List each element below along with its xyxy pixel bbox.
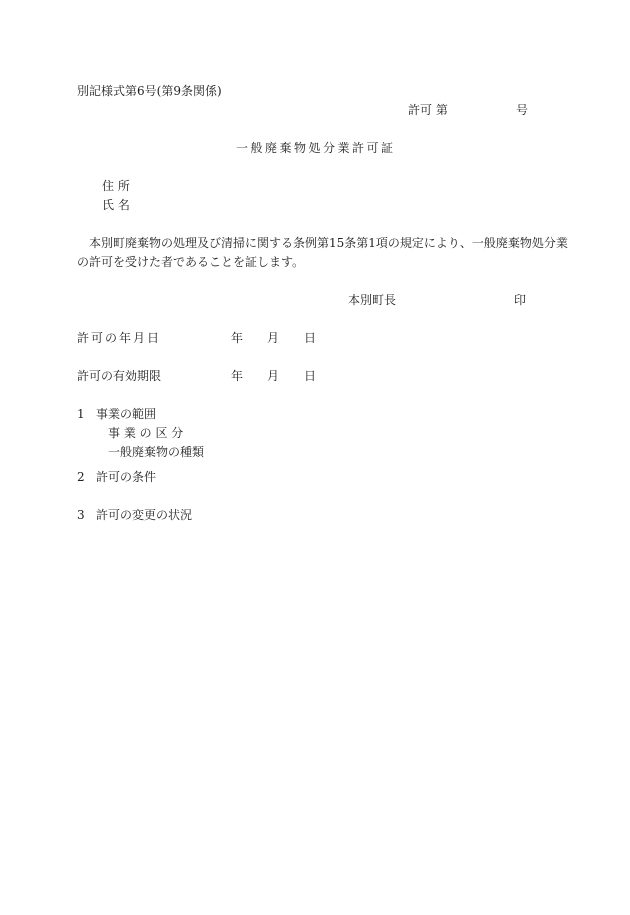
document-title: 一般廃棄物処分業許可証: [236, 141, 396, 155]
permit-date-month: 月: [267, 331, 280, 345]
section-1-waste-type: 一般廃棄物の種類: [108, 445, 205, 459]
permit-date-year: 年: [231, 331, 244, 345]
section-2-label: 許可の条件: [96, 470, 157, 484]
section-1-number: 1: [77, 407, 85, 421]
body-text-line-2: の許可を受けた者であることを証します。: [77, 255, 305, 269]
permit-number-suffix: 号: [516, 103, 529, 117]
seal-mark: 印: [514, 293, 527, 307]
issuer-name: 本別町長: [348, 293, 397, 307]
section-3-number: 3: [77, 508, 85, 522]
section-3-label: 許可の変更の状況: [96, 508, 193, 522]
section-2-number: 2: [77, 470, 85, 484]
body-text-line-1: 本別町廃棄物の処理及び清掃に関する条例第15条第1項の規定により、一般廃棄物処分業: [89, 236, 568, 250]
form-label: 別記様式第6号(第9条関係): [77, 84, 222, 98]
permit-number-prefix: 許可 第: [408, 103, 448, 117]
validity-day: 日: [304, 369, 317, 383]
name-label: 氏 名: [102, 198, 130, 212]
permit-date-label: 許可の年月日: [77, 331, 162, 345]
section-1-label: 事業の範囲: [96, 407, 157, 421]
validity-year: 年: [231, 369, 244, 383]
validity-month: 月: [267, 369, 280, 383]
section-1-business-category: 事 業 の 区 分: [108, 426, 184, 440]
validity-label: 許可の有効期限: [77, 369, 162, 383]
address-label: 住 所: [102, 179, 130, 193]
permit-date-day: 日: [304, 331, 317, 345]
